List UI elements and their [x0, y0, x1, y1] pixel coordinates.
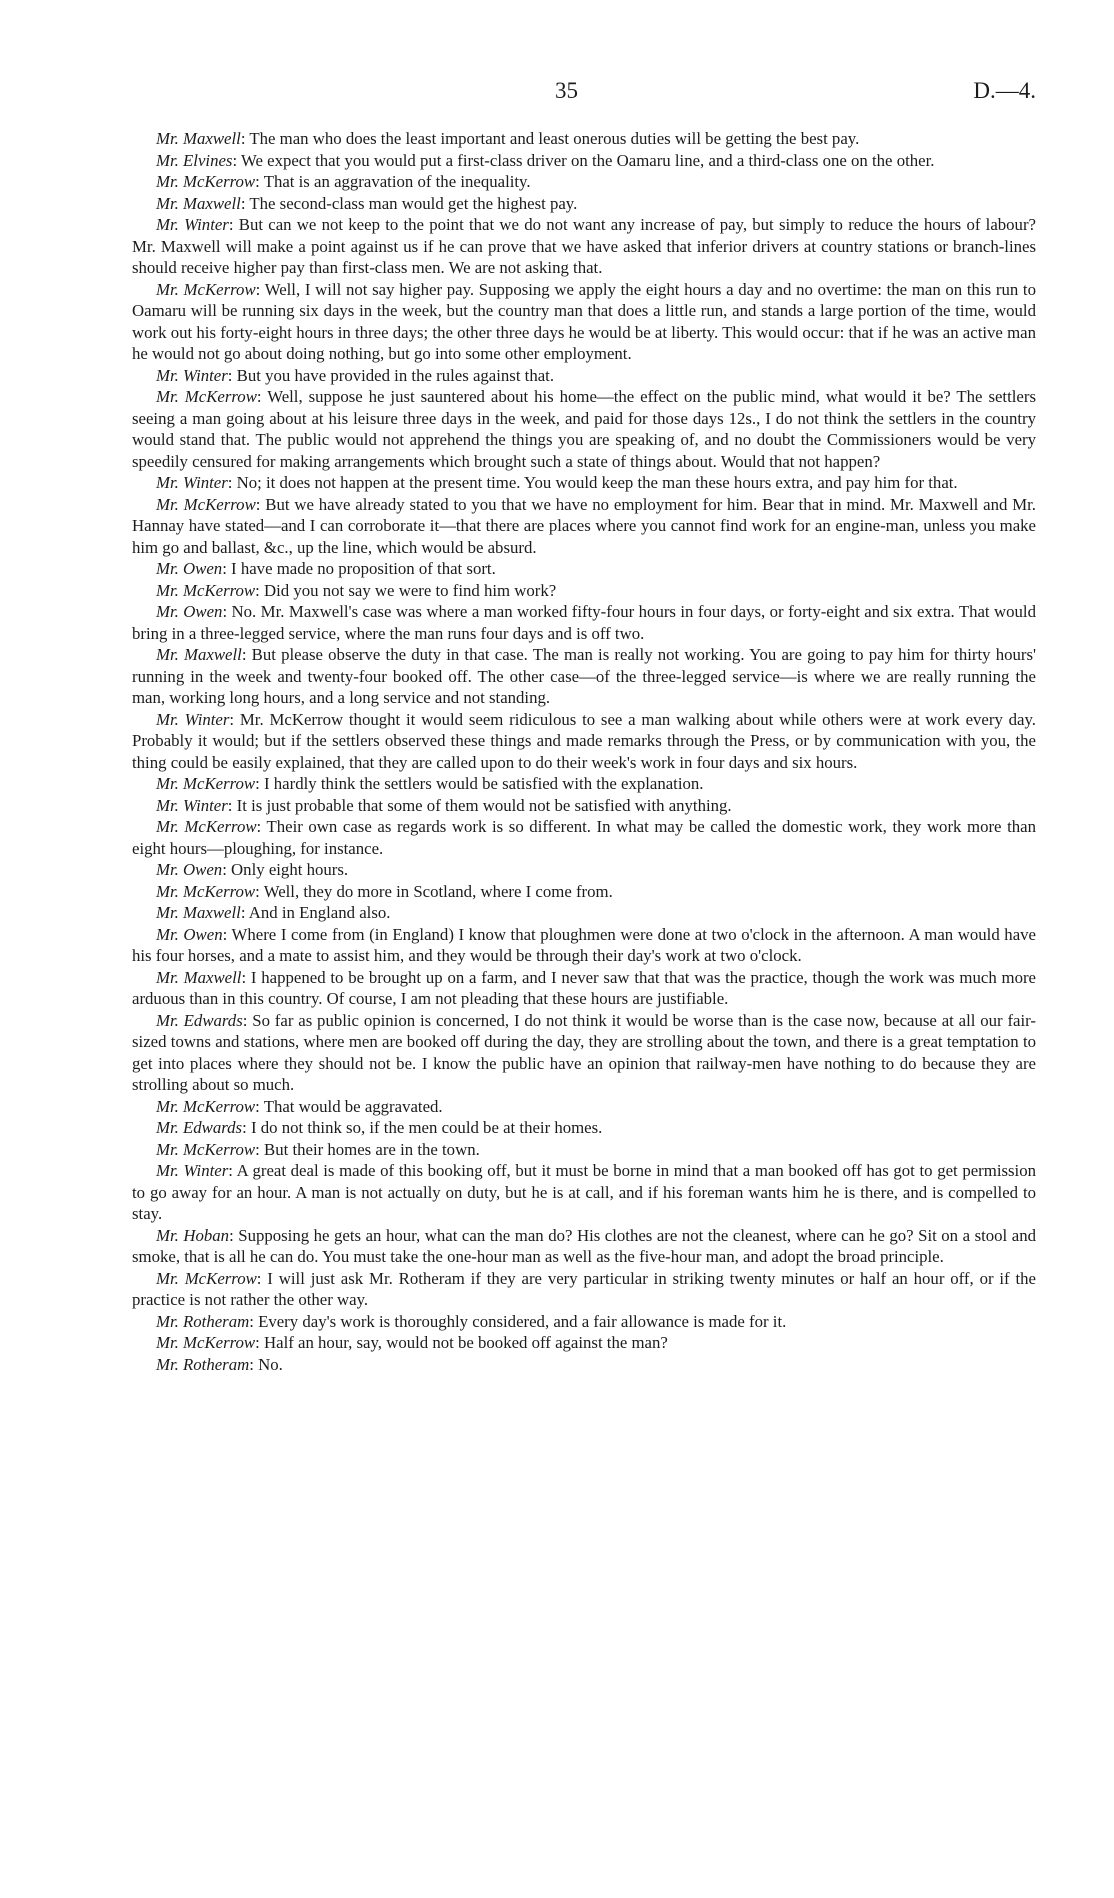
speaker-name: Mr. Owen — [156, 602, 223, 621]
speaker-name: Mr. Elvines — [156, 150, 233, 170]
speaker-name: Mr. Winter — [156, 795, 228, 815]
speaker-name: Mr. Rotheram — [156, 1354, 250, 1374]
speaker-name: Mr. McKerrow — [156, 580, 256, 600]
speech-text: : Mr. McKerrow thought it would seem ridiculous to see a man walking about while others were at work every day. Probably it would; but if the settlers observed these things and made remarks through the Press, or by communication with you, the thing could be easily explained, that they are called upon to do their week's work in four days and six hours. — [132, 709, 1036, 772]
speaker-name: Mr. Owen — [156, 924, 223, 944]
transcript-paragraph — [132, 472, 1036, 494]
speaker-name: Mr. Edwards — [156, 1118, 243, 1137]
transcript-paragraph — [132, 795, 1036, 817]
speaker-name: Mr. McKerrow — [156, 279, 256, 299]
transcript-paragraph — [132, 1311, 1036, 1333]
transcript-paragraph — [132, 1354, 1036, 1376]
transcript-paragraph — [132, 967, 1036, 1010]
transcript-paragraph — [132, 773, 1036, 795]
speaker-name: Mr. McKerrow — [156, 774, 256, 793]
transcript-paragraph — [132, 386, 1036, 472]
speech-text: : No. Mr. Maxwell's case was where a man worked fifty-four hours in four days, or forty-eight and six extra. That would bring in a three-legged service, where the man runs four days and is off two. — [132, 602, 1036, 643]
speech-text: : We expect that you would put a first-class driver on the Oamaru line, and a third-class one on the other. — [232, 150, 935, 170]
speaker-name: Mr. McKerrow — [156, 387, 257, 406]
speech-text: : Their own case as regards work is so different. In what may be called the domestic work, they work more than eight hours—ploughing, for instance. — [132, 817, 1036, 858]
transcript-paragraph — [132, 558, 1036, 580]
speaker-name: Mr. McKerrow — [156, 172, 256, 191]
transcript-paragraph — [132, 1010, 1036, 1096]
transcript-paragraph — [132, 644, 1036, 709]
transcript-paragraph — [132, 580, 1036, 602]
speaker-name: Mr. McKerrow — [156, 817, 257, 836]
transcript-paragraph — [132, 859, 1036, 881]
speaker-name: Mr. Rotheram — [156, 1311, 250, 1331]
speech-text: : Well, suppose he just sauntered about his home—the effect on the public mind, what would it be? The settlers seeing a man going about at his leisure three days in the week, and paid for those days 12s., I do not think the settlers in the country would stand that. The public would not apprehend the things you are speaking of, and no doubt the Commissioners would be very speedily censured for making arrangements which brought such a state of things about. Would that not happen? — [132, 387, 1036, 471]
speaker-name: Mr. Maxwell — [156, 193, 241, 213]
speech-text: : Half an hour, say, would not be booked off against the man? — [255, 1333, 668, 1352]
speaker-name: Mr. McKerrow — [156, 1139, 256, 1159]
transcript-paragraph — [132, 881, 1036, 903]
speech-text: : Supposing he gets an hour, what can the man do? His clothes are not the cleanest, where can he go? Sit on a stool and smoke, that is all he can do. You must take the one-hour man as well as the five-hour man, and adopt the broad principle. — [132, 1225, 1036, 1266]
transcript-paragraph — [132, 214, 1036, 279]
speaker-name: Mr. Edwards — [156, 1010, 243, 1030]
speech-text: : And in England also. — [240, 903, 391, 922]
transcript-paragraph — [132, 279, 1036, 365]
speaker-name: Mr. Winter — [156, 709, 230, 729]
speech-text: : I will just ask Mr. Rotheram if they are very particular in striking twenty minutes or half an hour off, or if the practice is not rather the other way. — [132, 1268, 1036, 1309]
transcript-paragraph — [132, 193, 1036, 215]
speaker-name: Mr. McKerrow — [156, 1333, 256, 1352]
transcript-paragraph — [132, 1096, 1036, 1118]
speaker-name: Mr. McKerrow — [156, 1268, 257, 1288]
speech-text: : No; it does not happen at the present time. You would keep the man these hours extra, and pay him for that. — [227, 473, 958, 492]
transcript-paragraph — [132, 902, 1036, 924]
transcript-paragraph — [132, 1225, 1036, 1268]
speech-text: : That is an aggravation of the inequality. — [255, 172, 531, 191]
page-header — [132, 78, 1036, 128]
speaker-name: Mr. Winter — [156, 365, 228, 385]
speech-text: : That would be aggravated. — [255, 1096, 443, 1116]
speech-text: : But please observe the duty in that case. The man is really not working. You are going to pay him for thirty hours' running in the week and twenty-four booked off. The other case—of the three-legged service—is where we are really running the man, working long hours, and a long service and not standing. — [132, 645, 1037, 707]
speech-text: : I have made no proposition of that sort. — [222, 559, 496, 578]
transcript-paragraph — [132, 494, 1036, 559]
speech-text: : Did you not say we were to find him work? — [255, 580, 557, 600]
transcript-paragraph — [132, 1139, 1036, 1161]
speech-text: : Every day's work is thoroughly considered, and a fair allowance is made for it. — [249, 1311, 787, 1331]
speaker-name: Mr. McKerrow — [156, 1096, 256, 1116]
speech-text: : I happened to be brought up on a farm, and I never saw that that was the practice, though the work was much more arduous than in this country. Of course, I am not pleading that these hours are justifiable. — [132, 967, 1036, 1008]
speaker-name: Mr. Maxwell — [156, 129, 241, 148]
speaker-name: Mr. McKerrow — [156, 881, 256, 901]
speech-text: : I hardly think the settlers would be satisfied with the explanation. — [255, 774, 704, 793]
speech-text: : It is just probable that some of them would not be satisfied with anything. — [227, 795, 732, 815]
speech-text: : I do not think so, if the men could be at their homes. — [242, 1118, 603, 1137]
speaker-name: Mr. Winter — [156, 215, 229, 234]
speaker-name: Mr. Maxwell — [156, 967, 242, 987]
page-number: 35 — [555, 78, 578, 103]
transcript-paragraph — [132, 1160, 1036, 1225]
transcript-paragraph — [132, 1332, 1036, 1354]
speaker-name: Mr. Maxwell — [156, 645, 242, 664]
speech-text: : Well, I will not say higher pay. Supposing we apply the eight hours a day and no overtime: the man on this run to Oamaru will be running six days in the week, but the country man that does a little run, and stands a large portion of the time, would work out his forty-eight hours in three days; the other three days he would be at liberty. This would occur: that if he was an active man he would not go about doing nothing, but go into some other employment. — [132, 279, 1036, 363]
speaker-name: Mr. Winter — [156, 1161, 229, 1180]
transcript-paragraph — [132, 709, 1036, 774]
speech-text: : The man who does the least important and least onerous duties will be getting the best pay. — [240, 129, 860, 148]
speaker-name: Mr. Owen — [156, 860, 223, 879]
speech-text: : But can we not keep to the point that we do not want any increase of pay, but simply to reduce the hours of labour? Mr. Maxwell will make a point against us if he can prove that we have asked that inferior drivers at country stations or branch-lines should receive higher pay than first-class men. We are not asking that. — [132, 215, 1036, 277]
speech-text: : No. — [249, 1354, 283, 1374]
transcript-paragraph — [132, 150, 1036, 172]
document-reference: D.—4. — [973, 78, 1036, 103]
speaker-name: Mr. Maxwell — [156, 903, 241, 922]
speech-text: : But their homes are in the town. — [255, 1139, 480, 1159]
speech-text: : Well, they do more in Scotland, where I come from. — [255, 881, 613, 901]
transcript-paragraph — [132, 816, 1036, 859]
speech-text: : A great deal is made of this booking off, but it must be borne in mind that a man booked off has got to get permission to go away for an hour. A man is not actually on duty, but he is at call, and if his foreman wants him he is there, and is compelled to stay. — [132, 1161, 1036, 1223]
transcript-paragraph — [132, 601, 1036, 644]
transcript-paragraph — [132, 171, 1036, 193]
transcript-paragraph — [132, 1268, 1036, 1311]
transcript-body — [132, 128, 1036, 1375]
speech-text: : But you have provided in the rules against that. — [227, 365, 555, 385]
speaker-name: Mr. McKerrow — [156, 494, 256, 514]
speaker-name: Mr. Hoban — [156, 1225, 230, 1245]
speaker-name: Mr. Owen — [156, 559, 223, 578]
transcript-paragraph — [132, 924, 1036, 967]
speech-text: : But we have already stated to you that we have no employment for him. Bear that in mind. Mr. Maxwell and Mr. Hannay have stated—and I can corroborate it—that there are places where you cannot find work for an engine-man, unless you make him go and ballast, &c., up the line, which would be absurd. — [132, 494, 1036, 557]
transcript-paragraph — [132, 1117, 1036, 1139]
speaker-name: Mr. Winter — [156, 473, 228, 492]
speech-text: : Where I come from (in England) I know that ploughmen were done at two o'clock in the afternoon. A man would have his four horses, and a mate to assist him, and they would be through their day's work at two o'clock. — [132, 924, 1036, 965]
speech-text: : Only eight hours. — [222, 860, 349, 879]
speech-text: : The second-class man would get the highest pay. — [240, 193, 578, 213]
speech-text: : So far as public opinion is concerned, I do not think it would be worse than is the case now, because at all our fair-sized towns and stations, where men are booked off during the day, they are strolling about the town, and there is a great temptation to get into places where they should not be. I know the public have an opinion that railway-men have nothing to do because they are strolling about so much. — [132, 1010, 1037, 1094]
transcript-paragraph — [132, 128, 1036, 150]
transcript-paragraph — [132, 365, 1036, 387]
